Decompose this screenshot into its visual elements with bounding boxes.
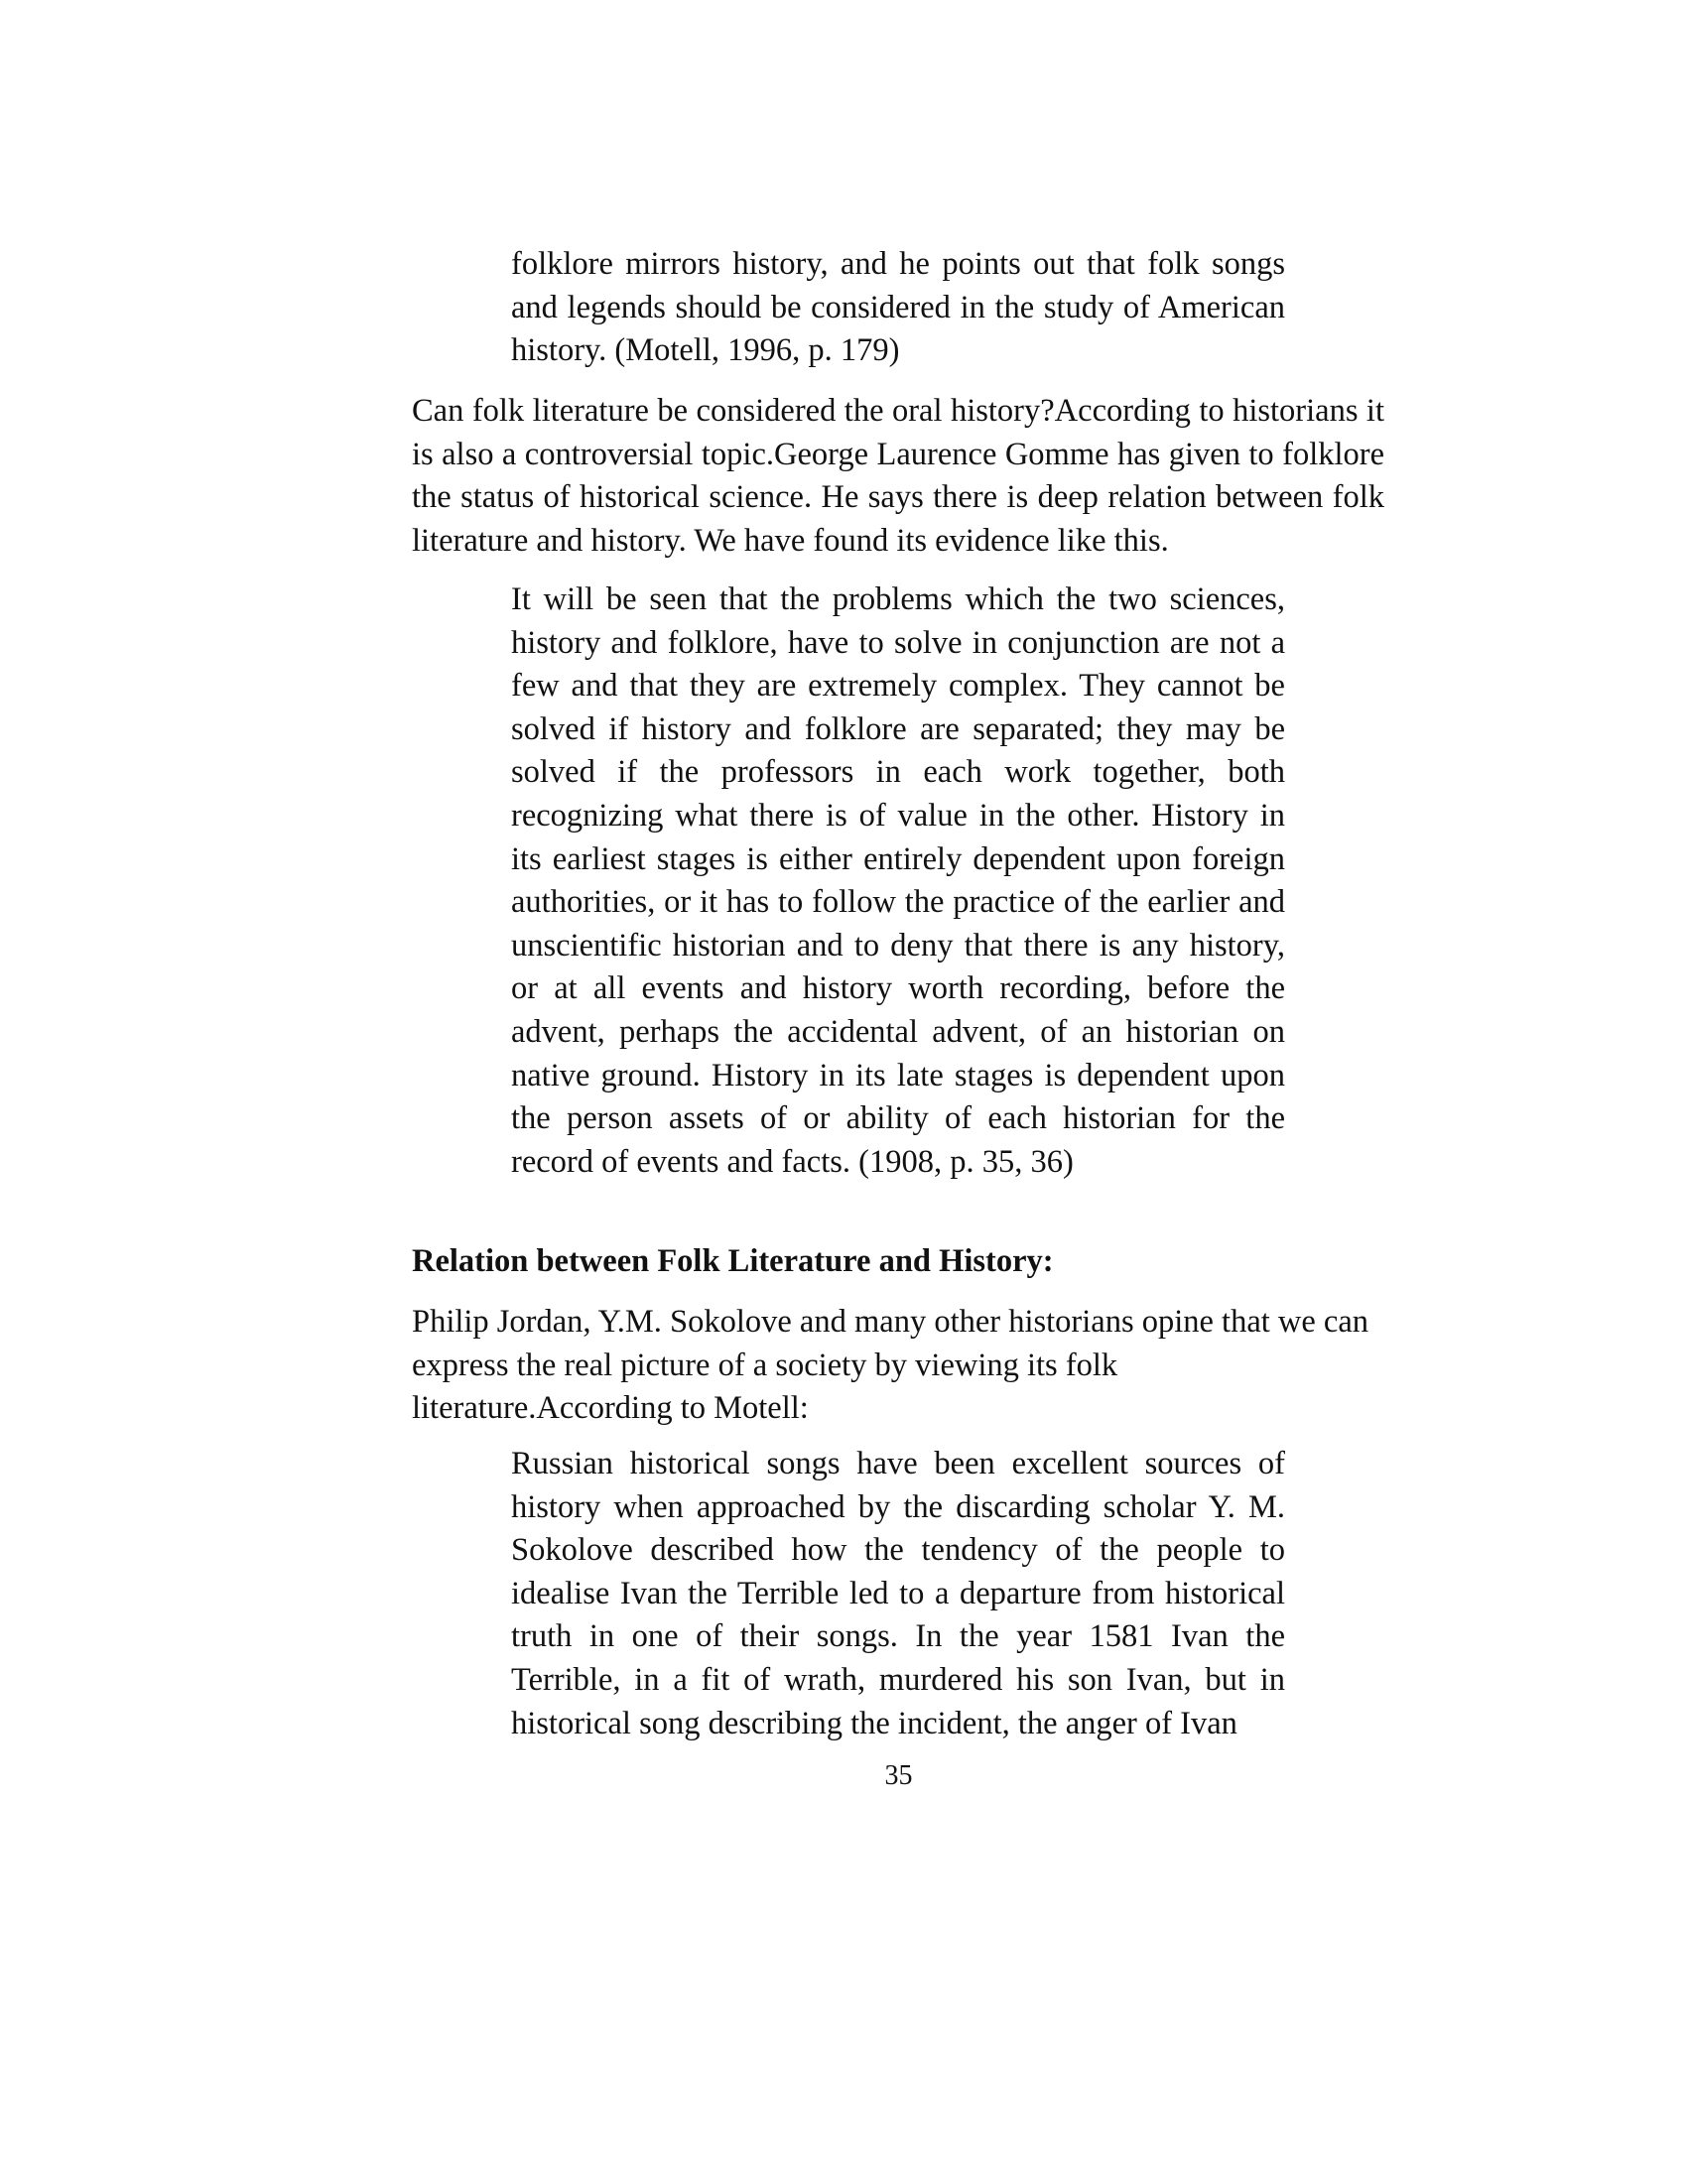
- section-heading: Relation between Folk Literature and History:: [412, 1243, 1054, 1279]
- block-quote-gomme: It will be seen that the problems which the two sciences, history and folklore, have to solve in conjunction are not a few and that they are extremely complex. They cannot be solved if history and folklore are separated; they may be solved if the professors in each work together, both recognizing what there is of value in the other. History in its earliest stages is either entirely dependent upon foreign authorities, or it has to follow the practice of the earlier and unscientific historian and to deny that there is any history, or at all events and history worth recording, before the advent, perhaps the accidental advent, of an historian on native ground. History in its late stages is dependent upon the person assets of or ability of each historian for the record of events and facts. (1908, p. 35, 36): [511, 581, 1285, 1180]
- block-quote-russian-songs: Russian historical songs have been excellent sources of history when approached by the discarding scholar Y. M. Sokolove described how the tendency of the people to idealise Ivan the Terrible led to a departure from historical truth in one of their songs. In the year 1581 Ivan the Terrible, in a fit of wrath, murdered his son Ivan, but in historical song describing the incident, the anger of Ivan: [511, 1446, 1285, 1741]
- block-quote-motell-continuation: folklore mirrors history, and he points out that folk songs and legends should be considered in the study of American history. (Motell, 1996, p. 179): [511, 246, 1285, 369]
- page-number: 35: [884, 1760, 913, 1791]
- paragraph-oral-history: Can folk literature be considered the oral history?According to historians it is also a controversial topic.George Laurence Gomme has given to folklore the status of historical science. He says there is deep relation between folk literature and history. We have found its evidence like this.: [412, 393, 1384, 559]
- paragraph-jordan-sokolove: Philip Jordan, Y.M. Sokolove and many other historians opine that we can express the real picture of a society by viewing its folk literature.According to Motell:: [412, 1304, 1369, 1427]
